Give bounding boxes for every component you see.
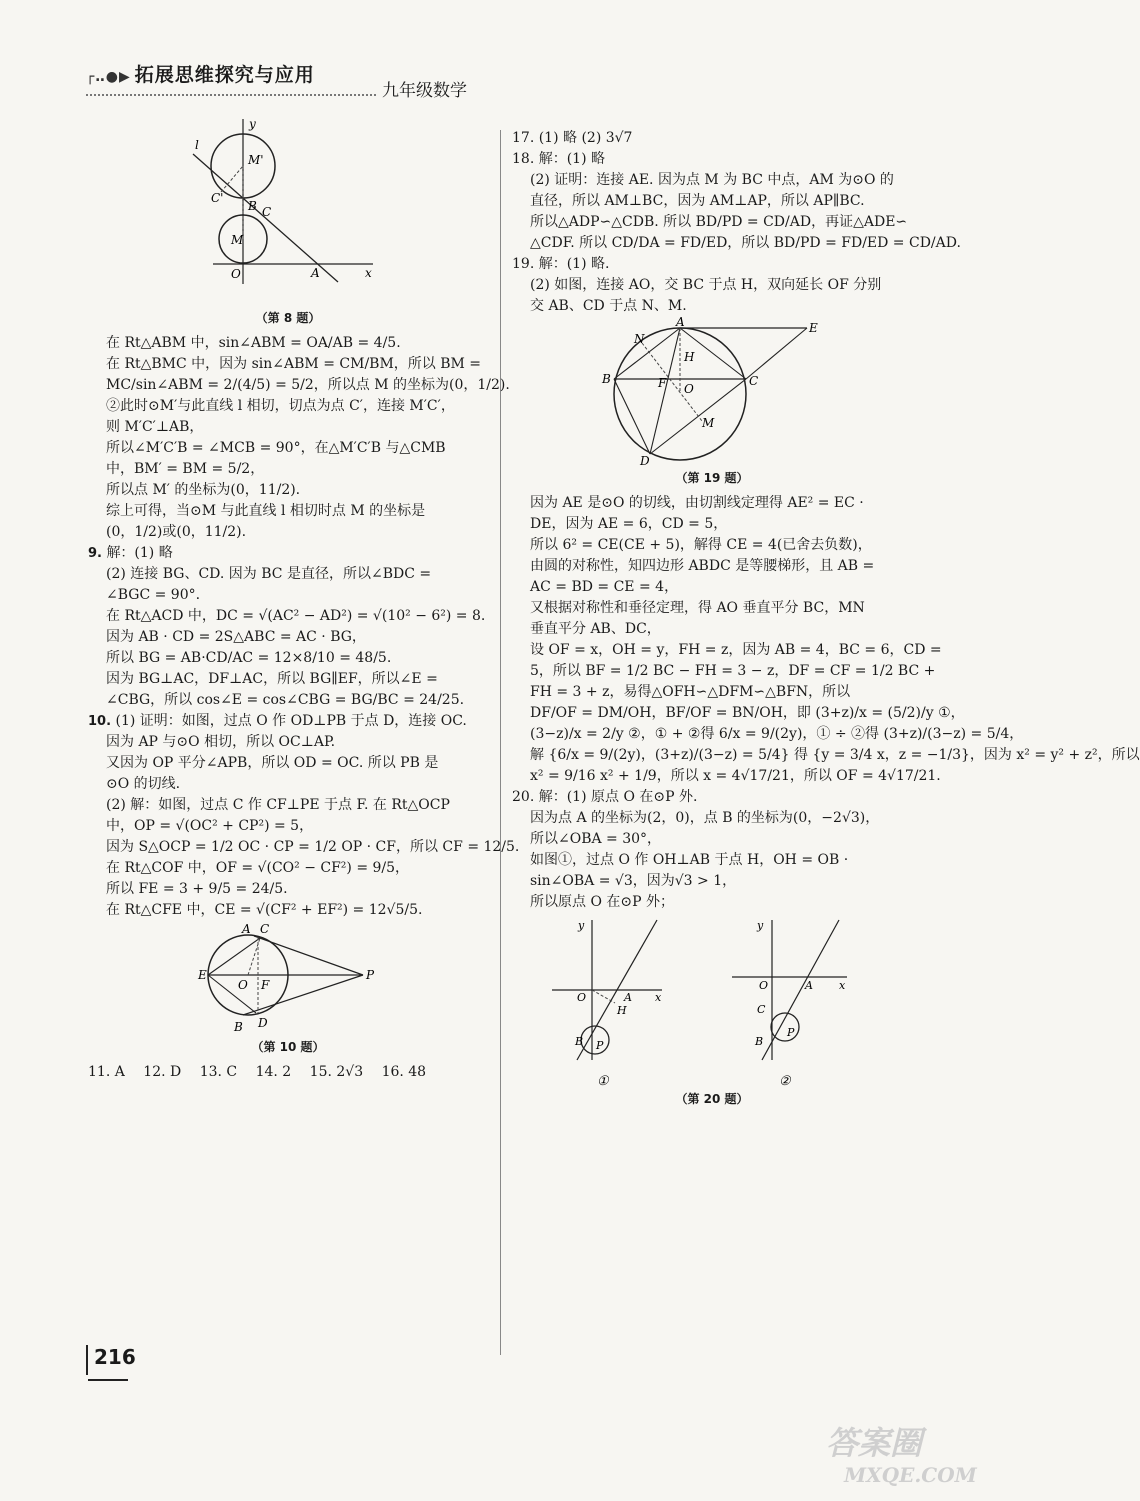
fig20b-label-a: A	[805, 979, 813, 992]
q9-line-2: (2) 连接 BG、CD. 因为 BC 是直径，所以∠BDC =	[106, 566, 432, 582]
q19b-line-6: 又根据对称性和垂径定理，得 AO 垂直平分 BC，MN	[530, 600, 865, 616]
fig20-sub-2: ②	[779, 1074, 791, 1089]
q19-line-2: (2) 如图，连接 AO，交 BC 于点 H，双向延长 OF 分别	[530, 277, 882, 293]
fig20a-label-a: A	[624, 991, 632, 1004]
figure-8	[193, 114, 383, 309]
mcq-answers	[88, 1062, 488, 1083]
q18-line-2: (2) 证明：连接 AE. 因为点 M 为 BC 中点，AM 为⊙O 的	[530, 172, 894, 188]
fig19-label-m: M	[702, 416, 715, 430]
q18-line-5: △CDF. 所以 CD/DA = FD/ED，所以 BD/PD = FD/ED = CD/AD.	[530, 235, 961, 251]
figure-19	[602, 315, 822, 469]
left-line-2: 在 Rt△BMC 中，因为 sin∠ABM = CM/BM，所以 BM =	[106, 356, 482, 372]
fig19-label-h: H	[684, 350, 695, 364]
q10-line-2: 因为 AP 与⊙O 相切，所以 OC⊥AP.	[106, 734, 336, 750]
series-title: ┌‥●▶ 拓展思维探究与应用	[86, 64, 315, 86]
fig19-label-n: N	[634, 332, 645, 346]
q20-line-5: sin∠OBA = √3，因为√3 > 1，	[530, 873, 737, 889]
fig8-label-y: y	[249, 117, 256, 131]
page-header	[86, 54, 490, 100]
q20-line-4: 如图①，过点 O 作 OH⊥AB 于点 H，OH = OB ·	[530, 852, 849, 868]
right-column	[512, 128, 1140, 1114]
q19b-line-3: 所以 6² = CE(CE + 5)，解得 CE = 4(已舍去负数)，	[530, 537, 872, 553]
q9-line-5: 因为 AB · CD = 2S△ABC = AC · BG，	[106, 629, 366, 645]
fig20b-label-o: O	[759, 979, 769, 992]
q18-line-4: 所以△ADP∽△CDB. 所以 BD/PD = CD/AD，再证△ADE∽	[530, 214, 908, 230]
svg-text:MXQE.COM: MXQE.COM	[844, 1463, 977, 1487]
fig10-label-e: E	[198, 968, 207, 982]
fig20-caption: （第 20 题）	[675, 1092, 749, 1106]
q19b-line-7: 垂直平分 AB、DC，	[530, 621, 661, 637]
fig20b-label-b: B	[755, 1035, 764, 1048]
q19b-line-12: (3−z)/x = 2/y ②，① + ②得 6/x = 9/(2y)，① ÷ ②得 (3+z)/(3−z) = 5/4，	[530, 726, 1024, 742]
q10-line-8: 在 Rt△COF 中，OF = √(CO² − CF²) = 9/5，	[106, 860, 410, 876]
fig10-label-b: B	[234, 1020, 243, 1034]
q19b-line-1: 因为 AE 是⊙O 的切线，由切割线定理得 AE² = EC ·	[530, 495, 864, 511]
left-line-8: 所以点 M′ 的坐标为(0，11/2).	[106, 482, 301, 498]
fig20a-label-y: y	[578, 919, 585, 932]
q20-line-3: 所以∠OBA = 30°，	[530, 831, 662, 847]
left-line-9: 综上可得，当⊙M 与此直线 l 相切时点 M 的坐标是	[106, 503, 426, 519]
fig10-label-o: O	[238, 978, 248, 992]
q10-line-9: 所以 FE = 3 + 9/5 = 24/5.	[106, 881, 288, 897]
svg-text:答案圈: 答案圈	[826, 1424, 923, 1462]
fig20b-label-x: x	[839, 979, 846, 992]
q20-line-1: 20. 解：(1) 原点 O 在⊙P 外.	[512, 789, 698, 805]
q10-line-3: 又因为 OP 平分∠APB，所以 OD = OC. 所以 PB 是	[106, 755, 439, 771]
q9-line-6: 所以 BG = AB·CD/AC = 12×8/10 = 48/5.	[106, 650, 392, 666]
q19b-line-11: DF/OF = DM/OH，BF/OF = BN/OH，即 (3+z)/x = (5/2)/y ①，	[530, 705, 965, 721]
mcq-11: 11. A	[88, 1064, 125, 1080]
q19b-line-9: 5，所以 BF = 1/2 BC − FH = 3 − z，DF = CF = 1/2 BC +	[530, 663, 936, 679]
fig20b-label-c: C	[757, 1003, 766, 1016]
q19b-line-10: FH = 3 + z，易得△OFH∽△DFM∽△BFN，所以	[530, 684, 851, 700]
fig20-sub-1: ①	[597, 1074, 609, 1089]
q19b-line-5: AC = BD = CE = 4，	[530, 579, 679, 595]
q10-line-1: 10. (1) 证明：如图，过点 O 作 OD⊥PB 于点 D，连接 OC.	[88, 713, 467, 729]
figure-20-part-1	[552, 919, 662, 1089]
left-column	[88, 112, 520, 1083]
fig8-label-a: A	[311, 266, 320, 280]
left-line-1: 在 Rt△ABM 中，sin∠ABM = OA/AB = 4/5.	[106, 335, 401, 351]
figure-20-part-2	[732, 919, 847, 1089]
column-divider	[500, 130, 501, 1355]
q20-line-6: 所以原点 O 在⊙P 外；	[530, 894, 674, 910]
q17-line: 17. (1) 略 (2) 3√7	[512, 130, 633, 146]
left-line-4: ②此时⊙M′与此直线 l 相切，切点为点 C′，连接 M′C′，	[106, 398, 455, 414]
mcq-13: 13. C	[199, 1064, 238, 1080]
left-line-10: (0，1/2)或(0，11/2).	[106, 524, 247, 540]
q9-line-3: ∠BGC = 90°.	[106, 587, 201, 603]
fig19-caption: （第 19 题）	[675, 471, 749, 485]
q19-line-1: 19. 解：(1) 略.	[512, 256, 610, 272]
q19-line-3: 交 AB、CD 于点 N、M.	[530, 298, 687, 314]
q18-line-3: 直径，所以 AM⊥BC，因为 AM⊥AP，所以 AP∥BC.	[530, 193, 865, 209]
fig10-label-f: F	[261, 978, 270, 992]
mcq-15: 15. 2√3	[309, 1064, 364, 1080]
q10-line-6: 中，OP = √(OC² + CP²) = 5，	[106, 818, 314, 834]
q19b-line-13: 解 {6/x = 9/(2y)，(3+z)/(3−z) = 5/4} 得 {y = 3/4 x，z = −1/3}，因为 x² = y² + z²，所以	[530, 747, 1140, 763]
q9-line-8: ∠CBG，所以 cos∠E = cos∠CBG = BG/BC = 24/25.	[106, 692, 465, 708]
fig19-label-a: A	[676, 315, 685, 329]
mcq-14: 14. 2	[255, 1064, 292, 1080]
fig19-label-b: B	[602, 372, 611, 386]
fig19-label-c: C	[749, 374, 759, 388]
fig19-label-e: E	[809, 321, 818, 335]
fig20b-label-p: P	[787, 1026, 795, 1039]
q19b-line-2: DE，因为 AE = 6，CD = 5，	[530, 516, 728, 532]
fig8-label-m: M	[231, 233, 244, 247]
q10-line-5: (2) 解：如图，过点 C 作 CF⊥PE 于点 F. 在 Rt△OCP	[106, 797, 450, 813]
watermark-logo	[820, 1412, 990, 1492]
fig8-label-b: B	[248, 199, 257, 213]
q19b-line-14: x² = 9/16 x² + 1/9，所以 x = 4√17/21，所以 OF = 4√17/21.	[530, 768, 941, 784]
fig20a-label-p: P	[596, 1039, 604, 1052]
q10-line-7: 因为 S△OCP = 1/2 OC · CP = 1/2 OP · CF，所以 CF = 12/5.	[106, 839, 520, 855]
header-rule	[86, 94, 376, 96]
figure-10	[198, 923, 378, 1038]
mcq-12: 12. D	[143, 1064, 182, 1080]
q10-line-10: 在 Rt△CFE 中，CE = √(CF² + EF²) = 12√5/5.	[106, 902, 423, 918]
fig19-label-o: O	[684, 382, 694, 396]
left-line-7: 中，BM′ = BM = 5/2，	[106, 461, 265, 477]
fig20a-label-o: O	[577, 991, 587, 1004]
q10-line-4: ⊙O 的切线.	[106, 776, 181, 792]
fig8-label-l: l	[195, 138, 199, 152]
fig20b-label-y: y	[757, 919, 764, 932]
fig10-caption: （第 10 题）	[251, 1040, 325, 1054]
left-line-5: 则 M′C′⊥AB，	[106, 419, 204, 435]
q20-line-2: 因为点 A 的坐标为(2，0)，点 B 的坐标为(0，−2√3)，	[530, 810, 880, 826]
fig8-label-m-prime: M'	[248, 153, 264, 167]
fig10-label-d: D	[258, 1016, 268, 1030]
q19b-line-8: 设 OF = x，OH = y，FH = z，因为 AB = 4，BC = 6，CD =	[530, 642, 942, 658]
fig10-label-p: P	[366, 968, 375, 982]
figure-20	[547, 915, 877, 1090]
fig8-label-x: x	[365, 266, 372, 280]
fig8-caption: （第 8 题）	[255, 311, 321, 325]
q18-line-1: 18. 解：(1) 略	[512, 151, 605, 167]
fig20a-label-h: H	[617, 1004, 627, 1017]
subject-label: 九年级数学	[382, 81, 467, 101]
fig19-label-f: F	[658, 376, 667, 390]
q19b-line-4: 由圆的对称性，知四边形 ABDC 是等腰梯形，且 AB =	[530, 558, 875, 574]
mcq-16: 16. 48	[381, 1064, 427, 1080]
fig8-label-c: C	[262, 205, 272, 219]
q9-line-7: 因为 BG⊥AC，DF⊥AC，所以 BG∥EF，所以∠E =	[106, 671, 438, 687]
left-line-3: MC/sin∠ABM = 2/(4/5) = 5/2，所以点 M 的坐标为(0，1/2).	[106, 377, 510, 393]
left-line-6: 所以∠M′C′B = ∠MCB = 90°，在△M′C′B 与△CMB	[106, 440, 446, 456]
fig8-label-o: O	[231, 267, 241, 281]
fig10-label-c: C	[260, 922, 270, 936]
fig20a-label-x: x	[655, 991, 662, 1004]
q9-line-4: 在 Rt△ACD 中，DC = √(AC² − AD²) = √(10² − 6²) = 8.	[106, 608, 486, 624]
fig19-label-d: D	[640, 454, 650, 468]
fig10-label-a: A	[242, 922, 251, 936]
page-number: 216	[86, 1345, 136, 1375]
fig8-label-c-prime: C'	[211, 191, 224, 205]
fig20a-label-b: B	[575, 1035, 584, 1048]
q9-line-1: 9. 解：(1) 略	[88, 545, 173, 561]
